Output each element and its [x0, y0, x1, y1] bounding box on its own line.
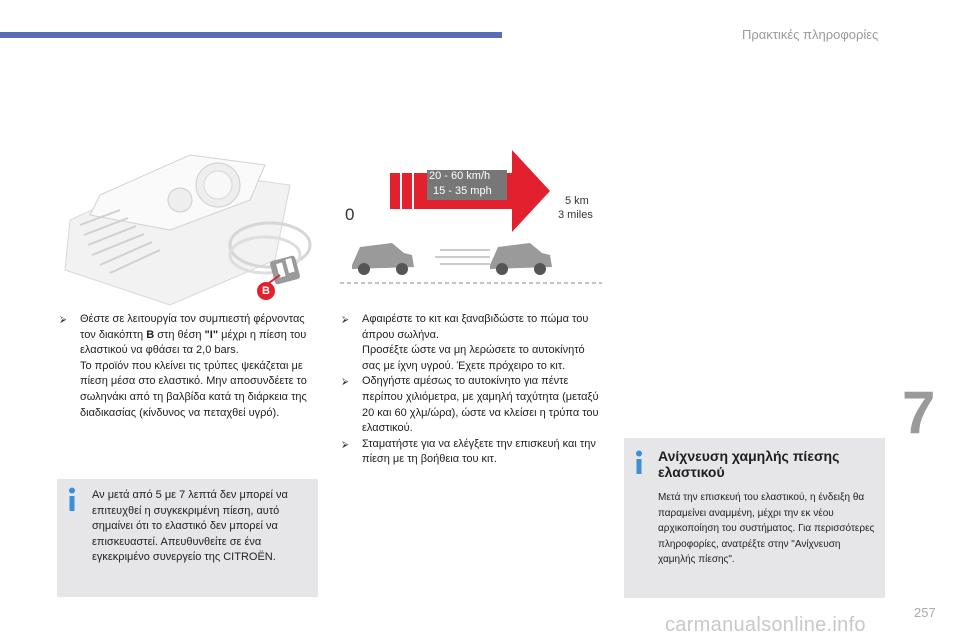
driving-diagram — [340, 145, 602, 285]
list-item-text: Θέστε σε λειτουργία τον συμπιεστή φέρνοντας τον διακόπτη B στη θέση "I" μέχρι η πίεση του ελαστικού να φθάσει τα 2,0 bars. — [80, 313, 307, 357]
info-box-title: Ανίχνευση χαμηλής πίεσης ελαστικού — [658, 448, 840, 480]
bullet-arrow-icon: ⮚ — [342, 438, 349, 449]
info-icon — [65, 487, 79, 511]
list-item — [342, 374, 604, 436]
info-box — [624, 438, 885, 598]
distance-miles: 3 miles — [558, 209, 593, 221]
callout-b-badge — [257, 282, 275, 300]
speed-mph: 15 - 35 mph — [433, 185, 492, 197]
chapter-number: 7 — [902, 379, 936, 446]
left-instruction-list — [60, 312, 322, 421]
list-item-detail: Προσέξτε ώστε να μη λερώσετε το αυτοκίνητό σας με ίχνη υγρού. Έχετε πρόχειρο το κιτ. — [362, 344, 585, 372]
watermark: carmanualsonline.info — [665, 614, 866, 636]
warning-note-text: Αν μετά από 5 με 7 λεπτά δεν μπορεί να επιτευχθεί η συγκεκριμένη πίεση, αυτό σημαίνει ότι το ελαστικό δεν μπορεί να επισκευαστεί. Απευθυνθείτε σε ένα εγκεκριμένο συνεργείο της CITROËN. — [92, 489, 288, 563]
right-instruction-list — [342, 312, 604, 468]
distance-km: 5 km — [565, 195, 589, 207]
section-title: Πρακτικές πληροφορίες — [742, 27, 879, 42]
info-icon — [632, 450, 646, 474]
list-item — [342, 437, 604, 468]
list-item-text: Αφαιρέστε το κιτ και ξαναβιδώστε το πώμα του άπρου σωλήνα. — [362, 313, 589, 341]
info-box-text: Μετά την επισκευή του ελαστικού, η ένδειξη θα παραμείνει αναμμένη, μέχρι την εκ νέου αρχικοποίηση του συστήματος. Για περισσότερες πληροφορίες, ανατρέξτε στην "Ανίχνευση χαμηλής πίεσης". — [658, 492, 875, 566]
list-item — [60, 312, 322, 421]
list-item-text: Οδηγήστε αμέσως το αυτοκίνητο για πέντε περίπου χιλιόμετρα, με χαμηλή ταχύτητα (μεταξύ 20 και 60 χλμ/ώρα), ώστε να κλείσει η τρύπα του ελαστικού. — [362, 375, 599, 435]
car-start — [352, 243, 414, 275]
compressor-illustration — [60, 110, 316, 310]
header-accent-bar — [0, 32, 502, 38]
list-item — [342, 312, 604, 374]
bullet-arrow-icon: ⮚ — [342, 376, 349, 387]
compressor-drawing — [60, 110, 316, 310]
warning-note — [57, 479, 318, 597]
bullet-arrow-icon: ⮚ — [60, 314, 67, 324]
callout-b-label: B — [262, 285, 270, 297]
list-item-detail: Το προϊόν που κλείνει τις τρύπες ψεκάζεται με πίεση μέσα στο ελαστικό. Μην αποσυνδέετε το σωληνάκι από τη βαλβίδα κατά τη διάρκεια της διαδικασίας (κίνδυνος να πεταχθεί υγρό). — [80, 359, 307, 419]
start-label: 0 — [345, 205, 355, 224]
car-end — [490, 243, 552, 275]
list-item-text: Σταματήστε για να ελέγξετε την επισκευή και την πίεση με τη βοήθεια του κιτ. — [362, 437, 596, 466]
speed-kmh: 20 - 60 km/h — [429, 170, 491, 182]
bullet-arrow-icon: ⮚ — [342, 314, 349, 324]
motion-lines — [435, 250, 490, 264]
page-number: 257 — [914, 605, 936, 620]
